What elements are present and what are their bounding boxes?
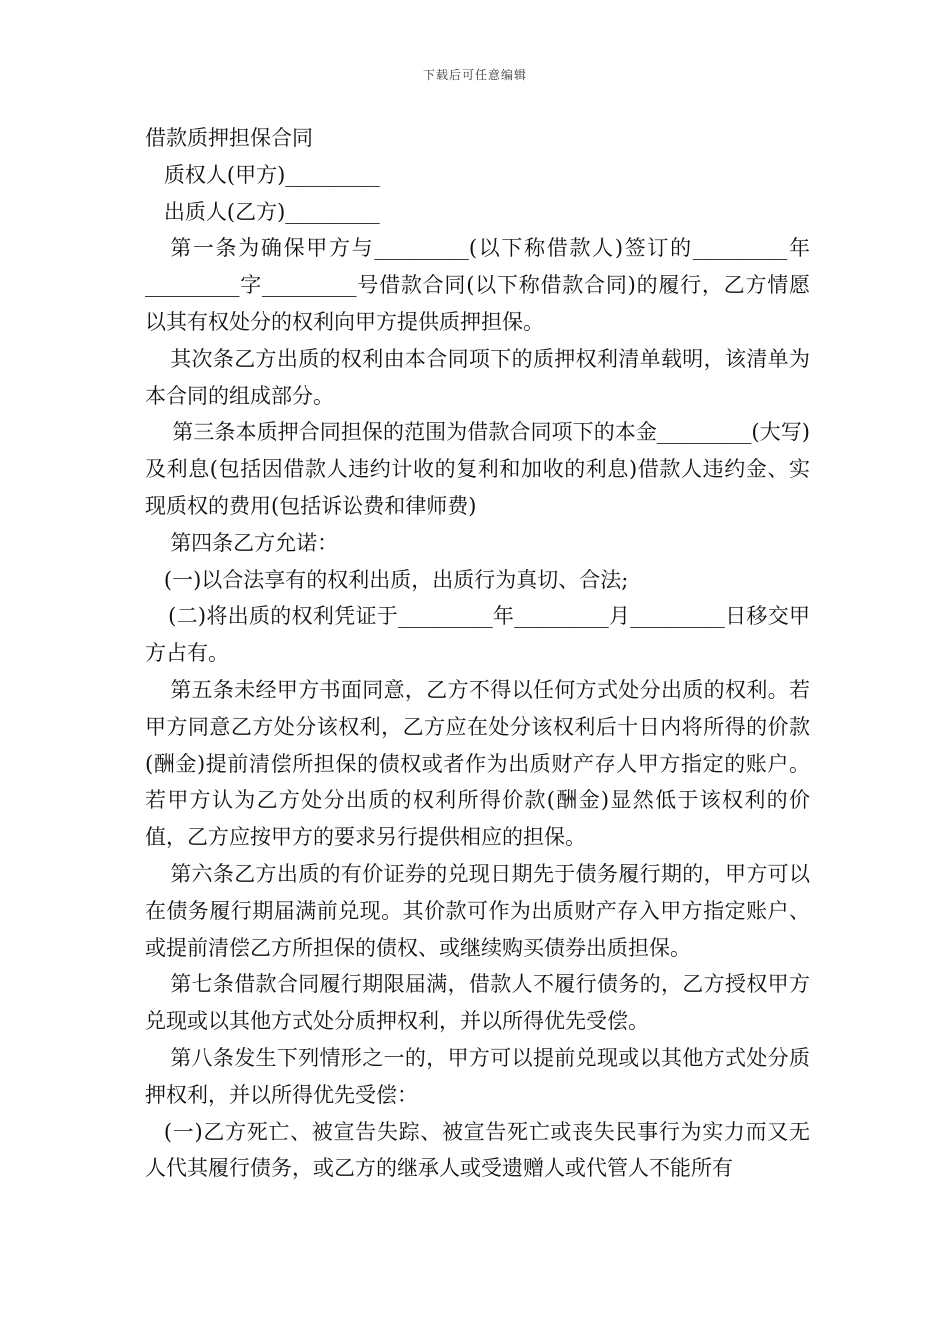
clause-1: 第一条为确保甲方与_________(以下称借款人)签订的_________年_________字_________号借款合同(以下称借款合同)的履行，乙方情愿以其有权处分的权利向甲方提供质押担保。 [145,236,810,334]
contract-body [145,120,810,1187]
pledgee-line: 质权人(甲方)_________ [163,162,380,187]
contract-title: 借款质押担保合同 [145,126,313,150]
clause-7: 第七条借款合同履行期限届满，借款人不履行债务的，乙方授权甲方兑现或以其他方式处分质押权利，并以所得优先受偿。 [145,972,810,1034]
clause-6: 第六条乙方出质的有价证券的兑现日期先于债务履行期的，甲方可以在债务履行期届满前兑现。其价款可作为出质财产存入甲方指定账户、或提前清偿乙方所担保的债权、或继续购买债券出质担保。 [145,861,810,960]
clause-4-item-2: (二)将出质的权利凭证于_________年_________月_________日移交甲方占有。 [145,604,810,666]
clause-8: 第八条发生下列情形之一的，甲方可以提前兑现或以其他方式处分质押权利，并以所得优先受偿： [145,1045,810,1107]
clause-8-item-1: (一)乙方死亡、被宣告失踪、被宣告死亡或丧失民事行为实力而又无人代其履行债务，或乙方的继承人或受遗赠人或代管人不能所有 [145,1119,810,1181]
clause-4-item-1: (一)以合法享有的权利出质，出质行为真切、合法; [163,567,629,592]
pledgor-line: 出质人(乙方)_________ [163,199,380,224]
clause-5: 第五条未经甲方书面同意，乙方不得以任何方式处分出质的权利。若甲方同意乙方处分该权利，乙方应在处分该权利后十日内将所得的价款(酬金)提前清偿所担保的债权或者作为出质财产存人甲方指定的账户。若甲方认为乙方处分出质的权利所得价款(酬金)显然低于该权利的价值，乙方应按甲方的要求另行提供相应的担保。 [145,677,810,850]
clause-3: 第三条本质押合同担保的范围为借款合同项下的本金_________(大写)及利息(包括因借款人违约计收的复利和加收的利息)借款人违约金、实现质权的费用(包括诉讼费和律师费) [145,420,810,518]
clause-4: 第四条乙方允诺： [170,530,339,555]
clause-2: 其次条乙方出质的权利由本合同项下的质押权利清单载明，该清单为本合同的组成部分。 [145,346,810,408]
page-header-note: 下载后可任意编辑 [422,68,527,82]
